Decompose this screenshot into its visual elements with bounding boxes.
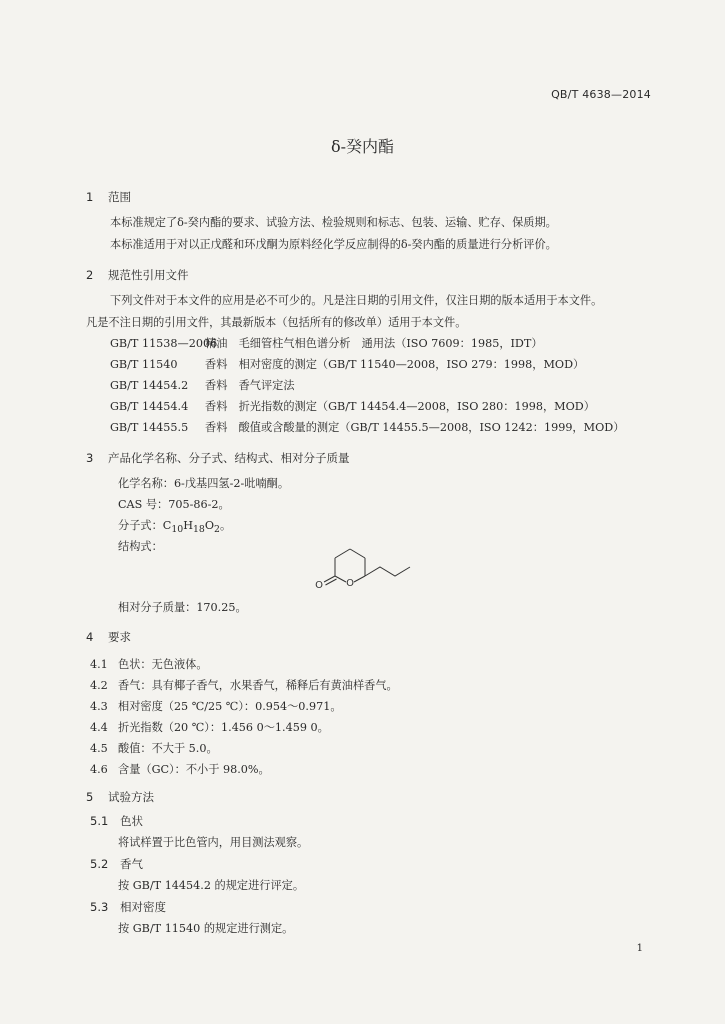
subsection-text: 按 GB/T 11540 的规定进行测定。 [118, 922, 294, 935]
requirement-item [90, 740, 218, 756]
subsection-title: 香气 [120, 857, 143, 871]
molecular-weight: 相对分子质量：170.25。 [118, 601, 247, 614]
item-number: 4.5 [90, 742, 108, 755]
structural-formula-diagram [305, 538, 415, 598]
subsection-number: 5.3 [90, 900, 109, 914]
formula-subscript: 10 [171, 524, 184, 536]
item-number: 4.3 [90, 700, 108, 713]
formula-text: 分子式：C [118, 519, 172, 532]
requirement-item [90, 761, 270, 777]
ring-bond [335, 576, 346, 582]
subsection-heading [90, 813, 143, 829]
ring-bond [354, 576, 365, 582]
item-text: 含量（GC）：不小于 98.0%。 [118, 763, 270, 776]
reference-title: 香料 酸值或含酸量的测定（GB/T 14455.5—2008，ISO 1242：1999，MOD） [205, 421, 625, 434]
section-4-heading [86, 629, 131, 645]
section-2-heading [86, 267, 189, 283]
reference-item [110, 419, 624, 435]
subsection-heading [90, 856, 143, 872]
item-number: 4.2 [90, 679, 108, 692]
reference-item [110, 335, 543, 351]
reference-code: GB/T 14454.2 [110, 379, 189, 392]
section-number: 5 [86, 790, 94, 804]
section-title: 规范性引用文件 [108, 268, 189, 282]
item-number: 4.6 [90, 763, 108, 776]
molecular-formula [118, 517, 231, 535]
subsection-title: 色状 [120, 814, 143, 828]
formula-text: H [183, 519, 193, 532]
reference-code: GB/T 11540 [110, 358, 178, 371]
formula-subscript: 18 [192, 524, 205, 536]
subsection-text: 将试样置于比色管内，用目测法观察。 [118, 836, 309, 849]
section-1-heading [86, 189, 131, 205]
section-title: 产品化学名称、分子式、结构式、相对分子质量 [108, 451, 350, 465]
document-title: δ-癸内酯 [330, 137, 395, 156]
requirement-item [90, 677, 398, 693]
page-number: 1 [636, 943, 643, 954]
requirement-item [90, 719, 329, 735]
section-number: 2 [86, 268, 94, 282]
item-number: 4.1 [90, 658, 108, 671]
requirement-item [90, 656, 208, 672]
ring-bond [350, 549, 365, 558]
subsection-text: 按 GB/T 14454.2 的规定进行评定。 [118, 879, 305, 892]
structure-label: 结构式： [118, 540, 163, 553]
reference-code: GB/T 14455.5 [110, 421, 189, 434]
section-3-heading [86, 450, 350, 466]
reference-item [110, 398, 595, 414]
ring-bond [335, 549, 350, 558]
reference-item [110, 356, 584, 372]
reference-item [110, 377, 295, 393]
formula-text: 。 [219, 519, 232, 532]
item-text: 相对密度（25 ℃/25 ℃）：0.954～0.971。 [118, 700, 342, 713]
reference-title: 香料 折光指数的测定（GB/T 14454.4—2008，ISO 280：1998，MOD） [205, 400, 595, 413]
requirement-item [90, 698, 342, 714]
formula-text: O [204, 519, 214, 532]
section-2-intro-line-1: 下列文件对于本文件的应用是必不可少的。凡是注日期的引用文件，仅注日期的版本适用于本文件。 [110, 294, 603, 307]
section-title: 要求 [108, 630, 131, 644]
item-text: 香气：具有椰子香气，水果香气，稀释后有黄油样香气。 [118, 679, 398, 692]
subsection-number: 5.2 [90, 857, 109, 871]
section-number: 1 [86, 190, 94, 204]
item-text: 折光指数（20 ℃）：1.456 0～1.459 0。 [118, 721, 329, 734]
section-1-paragraph-2: 本标准适用于对以正戊醛和环戊酮为原料经化学反应制得的δ-癸内酯的质量进行分析评价。 [110, 238, 557, 251]
ring-oxygen-label: O [346, 578, 354, 589]
carbonyl-oxygen-label: O [315, 580, 323, 591]
reference-title: 精油 毛细管柱气相色谱分析 通用法（ISO 7609：1985，IDT） [205, 337, 543, 350]
section-number: 3 [86, 451, 94, 465]
section-2-intro-line-2: 凡是不注日期的引用文件，其最新版本（包括所有的修改单）适用于本文件。 [86, 316, 467, 329]
section-number: 4 [86, 630, 94, 644]
item-text: 色状：无色液体。 [118, 658, 208, 671]
reference-code: GB/T 14454.4 [110, 400, 189, 413]
item-text: 酸值：不大于 5.0。 [118, 742, 218, 755]
standard-code: QB/T 4638—2014 [551, 88, 651, 101]
cas-number: CAS 号：705-86-2。 [118, 498, 230, 511]
subsection-heading [90, 899, 166, 915]
section-5-heading [86, 789, 154, 805]
section-1-paragraph-1: 本标准规定了δ-癸内酯的要求、试验方法、检验规则和标志、包装、运输、贮存、保质期。 [110, 216, 557, 229]
subsection-number: 5.1 [90, 814, 109, 828]
subsection-title: 相对密度 [120, 900, 166, 914]
formula-subscript: 2 [214, 524, 220, 536]
chemical-name: 化学名称：6-戊基四氢-2-吡喃酮。 [118, 477, 290, 490]
section-title: 范围 [108, 190, 131, 204]
section-title: 试验方法 [108, 790, 154, 804]
reference-code: GB/T 11538—2006 [110, 337, 218, 350]
reference-title: 香料 香气评定法 [205, 379, 295, 392]
reference-title: 香料 相对密度的测定（GB/T 11540—2008，ISO 279：1998，MOD） [205, 358, 585, 371]
pentyl-chain [365, 567, 410, 576]
item-number: 4.4 [90, 721, 108, 734]
